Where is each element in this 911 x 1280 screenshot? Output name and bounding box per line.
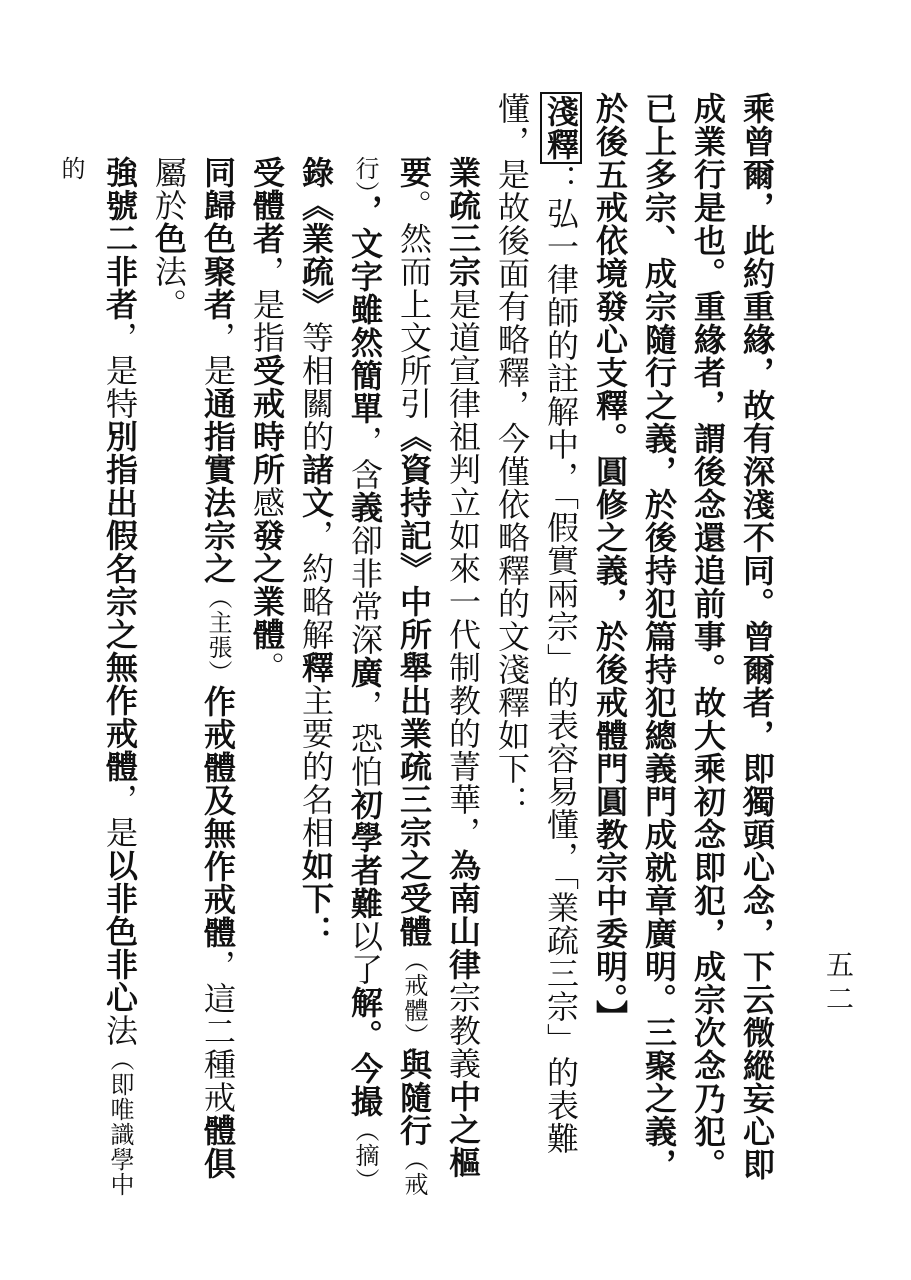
p3-seg-l: 簡單 bbox=[346, 359, 384, 425]
p3-seg-o: 卻非常深 bbox=[346, 524, 384, 656]
p5-seg-c: 通指實法宗之 bbox=[199, 387, 237, 585]
p3-seg-n: 義 bbox=[346, 491, 384, 524]
body-text bbox=[46, 92, 781, 1202]
p3-seg-y: 諸文 bbox=[297, 453, 335, 519]
p6-seg-a: 強號二非者 bbox=[101, 156, 139, 321]
page-number: 五二 bbox=[822, 950, 855, 1018]
p4-seg-a: 受體者 bbox=[248, 156, 286, 255]
p3-seg-q: ，恐怕 bbox=[346, 689, 384, 788]
p4-seg-b: ，是指 bbox=[248, 255, 286, 354]
paragraph-3 bbox=[291, 92, 487, 1202]
p3-seg-aa: 釋 bbox=[297, 651, 335, 684]
qianshi-label: 淺釋 bbox=[540, 92, 582, 164]
p3-seg-z: ，約略解 bbox=[297, 519, 335, 651]
p3-seg-g: 《資持記》中所舉出業疏三宗之受體 bbox=[395, 420, 433, 948]
p1-text: 乘曾爾，此約重緣，故有深淺不同。曾爾者，即獨頭心念，下云微縱妄心即成業行是也。重緣者，謂後念還追前事。故大乘初念即犯，成宗次念乃犯。已上多宗、成宗隨行之義，於後持犯篇持犯總義門成就章廣明。三聚之義，於後五戒依境發心支釋。圓修之義，於後戒體門圓教宗中委明。】 bbox=[591, 92, 776, 1181]
p3-seg-w: 錄《業疏》 bbox=[297, 156, 335, 321]
p6-seg-b: ，是特 bbox=[101, 321, 139, 420]
p3-seg-k: ，文字雖然 bbox=[346, 194, 384, 359]
p4-seg-f: 。 bbox=[248, 651, 286, 684]
p4-seg-c: 受戒時所 bbox=[248, 354, 286, 486]
p5-seg-i: 色 bbox=[150, 222, 188, 255]
p3-seg-ab: 主要的名相 bbox=[297, 684, 335, 849]
p6-seg-c: 別指出假名宗之無作戒體 bbox=[101, 420, 139, 783]
p3-seg-s: 以了 bbox=[346, 920, 384, 986]
p3-seg-b: 是道宣律祖判立如來一代制教的菁華， bbox=[444, 288, 482, 849]
p3-seg-c: 為南山律 bbox=[444, 849, 482, 981]
p5-seg-a: 同歸色聚者 bbox=[199, 156, 237, 321]
p3-seg-x: 等相關的 bbox=[297, 321, 335, 453]
p3-seg-d: 宗教義 bbox=[444, 981, 482, 1080]
p4-seg-d: 感 bbox=[248, 486, 286, 519]
p3-seg-ac: 如下： bbox=[297, 849, 335, 948]
paragraph-2 bbox=[487, 92, 585, 1202]
p6-seg-e: 以非色非心 bbox=[101, 849, 139, 1014]
p3-seg-e: 中之樞要 bbox=[395, 156, 482, 1179]
p3-seg-m: ，含 bbox=[346, 425, 384, 491]
p5-seg-g: 體俱 bbox=[199, 1114, 237, 1180]
p5-seg-e: 作戒體及無作戒體 bbox=[199, 685, 237, 949]
p3-seg-v: （摘） bbox=[351, 1118, 379, 1193]
p2-text: ：弘一律師的註解中，「假實兩宗」的表容易懂，「業疏三宗」的表難懂，是故後面有略釋，今僅依略釋的文淺釋如下： bbox=[493, 92, 580, 1155]
p5-seg-b: ，是 bbox=[199, 321, 237, 387]
p5-seg-h: 屬於 bbox=[150, 156, 188, 222]
p3-seg-p: 廣 bbox=[346, 656, 384, 689]
p6-seg-f: 法 bbox=[101, 1014, 139, 1047]
p3-seg-h: （戒體） bbox=[400, 948, 428, 1048]
p3-seg-a: 業疏三宗 bbox=[444, 156, 482, 288]
p5-seg-f: ，這二種戒 bbox=[199, 949, 237, 1114]
p3-seg-u: 。今撮 bbox=[346, 1019, 384, 1118]
p3-seg-r: 初學者難 bbox=[346, 788, 384, 920]
paragraph-5 bbox=[144, 92, 242, 1202]
p3-seg-f: 。然而上文所引 bbox=[395, 189, 433, 420]
p6-seg-d: ，是 bbox=[101, 783, 139, 849]
p5-seg-d: （主張） bbox=[204, 585, 232, 685]
p6-seg-g: （即唯識學中的 bbox=[57, 156, 134, 1197]
p4-seg-e: 發之業體 bbox=[248, 519, 286, 651]
paragraph-1 bbox=[585, 92, 781, 1202]
p3-seg-t: 解 bbox=[346, 986, 384, 1019]
p3-seg-i: 與隨行 bbox=[395, 1048, 433, 1147]
paragraph-6 bbox=[46, 92, 144, 1202]
paragraph-4 bbox=[242, 92, 291, 1202]
p5-seg-j: 法。 bbox=[150, 255, 188, 321]
p3-seg-j: （戒行） bbox=[351, 156, 428, 1197]
